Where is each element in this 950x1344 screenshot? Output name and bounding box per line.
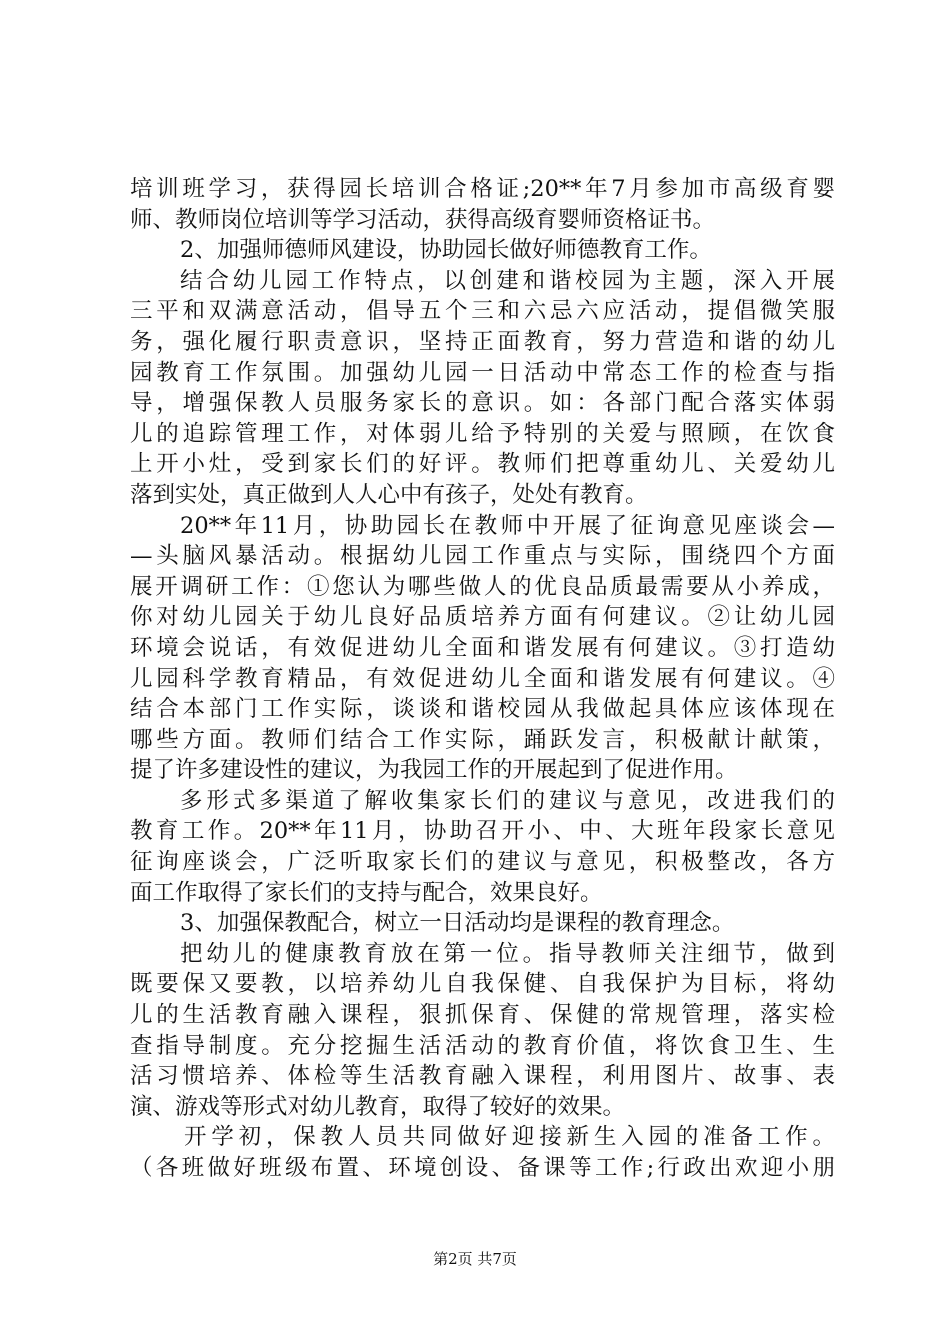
text-line: 把幼儿的健康教育放在第一位。指导教师关注细节，做到	[180, 940, 835, 967]
text-line: 儿的追踪管理工作，对体弱儿给予特别的关爱与照顾，在饮食	[130, 420, 835, 447]
text-line: 环境会说话，有效促进幼儿全面和谐发展有何建议。③打造幼	[130, 634, 835, 661]
text-line: 查指导制度。充分挖掘生活活动的教育价值，将饮食卫生、生	[130, 1032, 835, 1059]
text-line: —头脑风暴活动。根据幼儿园工作重点与实际，围绕四个方面	[130, 543, 835, 570]
body-text	[130, 174, 835, 1184]
text-line: 导，增强保教人员服务家长的意识。如：各部门配合落实体弱	[130, 390, 835, 417]
text-line: 开学初，保教人员共同做好迎接新生入园的准备工作。	[184, 1124, 835, 1151]
text-line: 结合幼儿园工作特点，以创建和谐校园为主题，深入开展	[180, 267, 835, 294]
text-line: 哪些方面。教师们结合工作实际，踊跃发言，积极献计献策，	[130, 726, 835, 753]
text-line: 儿的生活教育融入课程，狠抓保育、保健的常规管理，落实检	[130, 1002, 835, 1029]
text-line: 既要保又要教，以培养幼儿自我保健、自我保护为目标，将幼	[130, 971, 835, 998]
page-number-footer: 第2页 共7页	[433, 1250, 517, 1268]
text-line: 活习惯培养、体检等生活教育融入课程，利用图片、故事、表	[130, 1063, 835, 1090]
text-line: （各班做好班级布置、环境创设、备课等工作;行政出欢迎小朋	[130, 1155, 835, 1181]
text-line: 多形式多渠道了解收集家长们的建议与意见，改进我们的	[180, 787, 835, 814]
text-line: 教育工作。20**年11月，协助召开小、中、大班年段家长意见	[130, 818, 835, 845]
text-line: 面工作取得了家长们的支持与配合，效果良好。	[130, 879, 603, 906]
text-line: 三平和双满意活动，倡导五个三和六忌六应活动，提倡微笑服	[130, 298, 835, 325]
text-line: 园教育工作氛围。加强幼儿园一日活动中常态工作的检查与指	[130, 359, 835, 386]
section-heading: 2、加强师德师风建设，协助园长做好师德教育工作。	[180, 237, 712, 264]
text-line: 征询座谈会，广泛听取家长们的建议与意见，积极整改，各方	[130, 849, 835, 876]
text-line: 演、游戏等形式对幼儿教育，取得了较好的效果。	[130, 1093, 626, 1120]
text-line: 结合本部门工作实际，谈谈和谐校园从我做起具体应该体现在	[130, 696, 835, 723]
section-heading: 3、加强保教配合，树立一日活动均是课程的教育理念。	[180, 910, 735, 937]
text-line: 你对幼儿园关于幼儿良好品质培养方面有何建议。②让幼儿园	[130, 604, 835, 631]
text-line: 儿园科学教育精品，有效促进幼儿全面和谐发展有何建议。④	[130, 665, 835, 692]
text-line: 培训班学习，获得园长培训合格证;20**年7月参加市高级育婴	[130, 176, 835, 202]
text-line: 展开调研工作：①您认为哪些做人的优良品质最需要从小养成，	[130, 573, 835, 600]
text-line: 20**年11月，协助园长在教师中开展了征询意见座谈会—	[180, 512, 835, 539]
text-line: 师、教师岗位培训等学习活动，获得高级育婴师资格证书。	[130, 206, 716, 233]
text-line: 提了许多建设性的建议，为我园工作的开展起到了促进作用。	[130, 757, 738, 784]
text-line: 务，强化履行职责意识，坚持正面教育，努力营造和谐的幼儿	[130, 328, 835, 355]
text-line: 上开小灶，受到家长们的好评。教师们把尊重幼儿、关爱幼儿	[130, 451, 835, 478]
text-line: 落到实处，真正做到人人心中有孩子，处处有教育。	[130, 481, 648, 508]
